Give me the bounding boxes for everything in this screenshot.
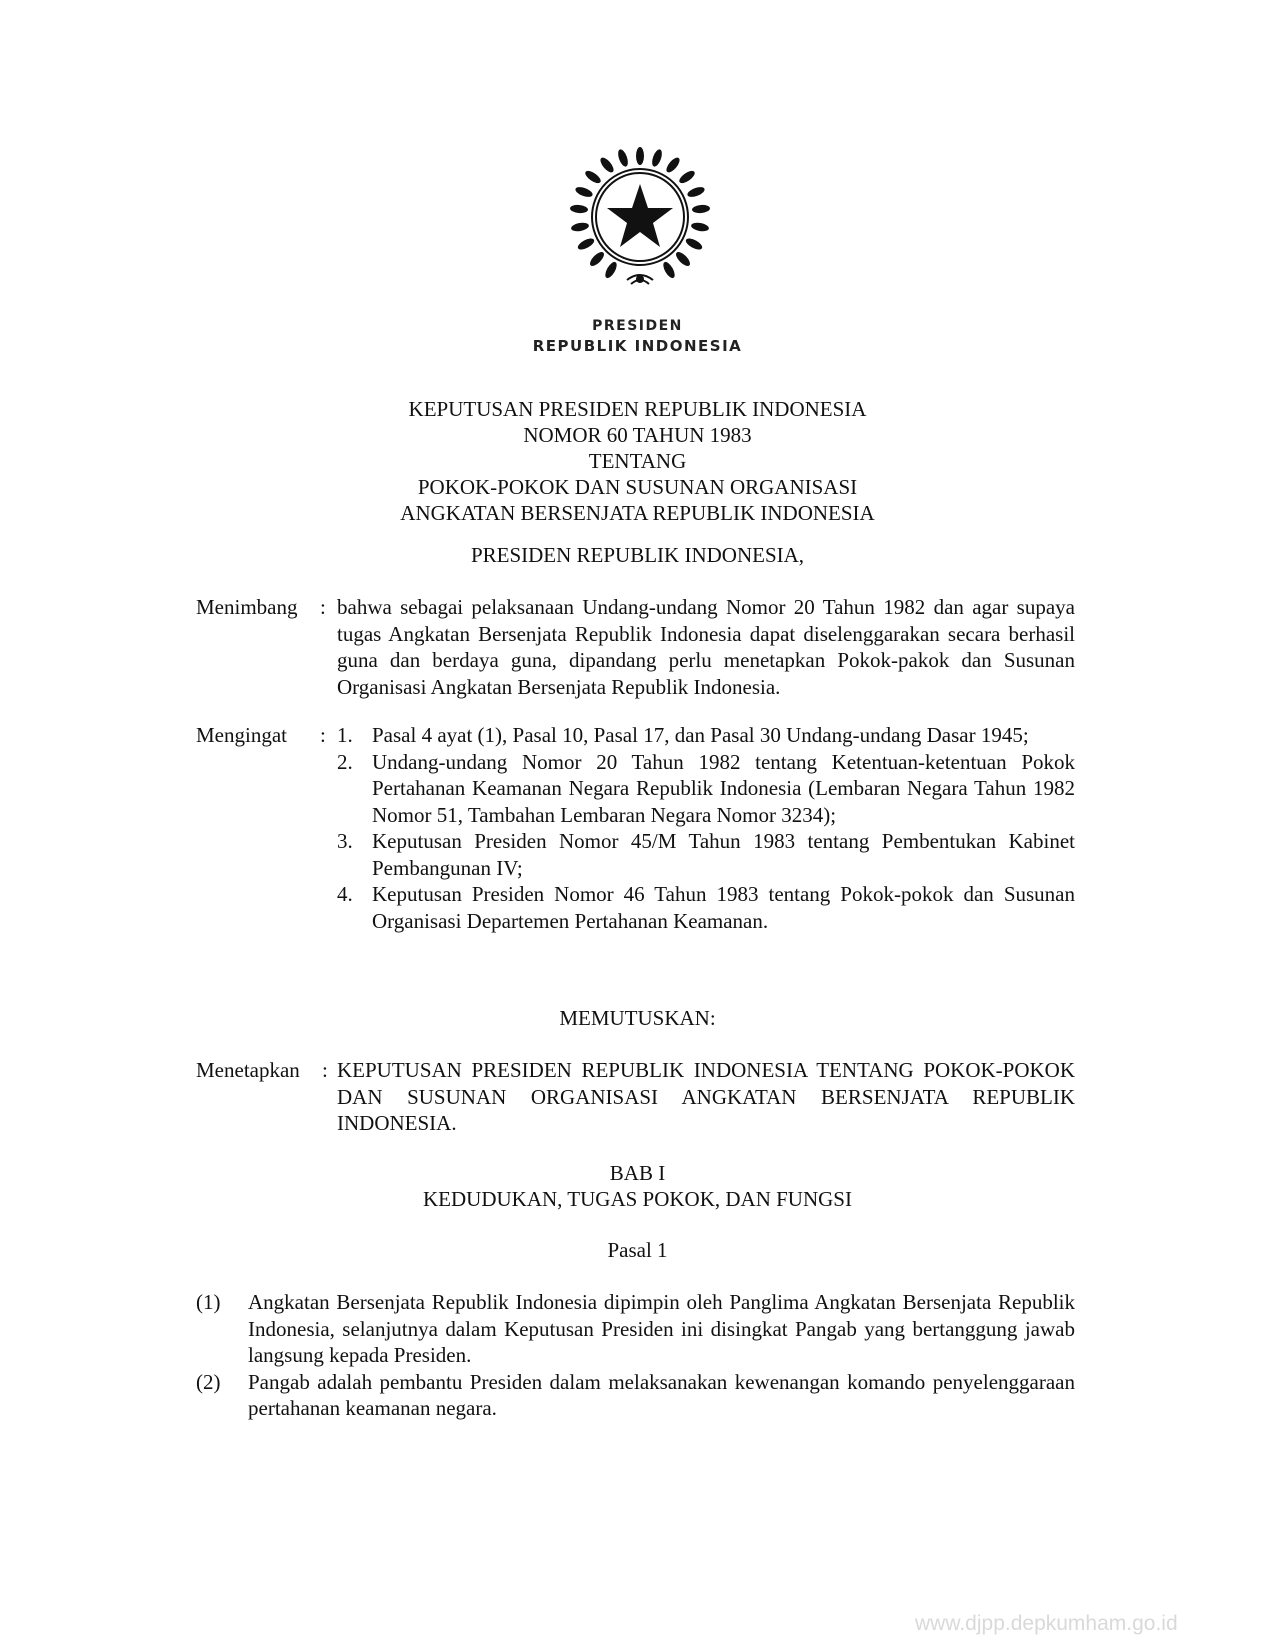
emblem-caption-president: PRESIDEN [592, 318, 683, 334]
issuer-line: PRESIDEN REPUBLIK INDONESIA, [470, 543, 805, 567]
mengingat-item-text: Keputusan Presiden Nomor 46 Tahun 1983 tentang Pokok-pokok dan Susunan Organisasi Departemen Pertahanan Keamanan. [372, 882, 1075, 933]
article-clause [196, 1289, 1075, 1369]
menetapkan-label: Menetapkan [196, 1058, 300, 1082]
mengingat-colon: : [320, 723, 326, 747]
article-clause-text: Pangab adalah pembantu Presiden dalam melaksanakan kewenangan komando penyelenggaraan pertahanan keamanan negara. [248, 1369, 1075, 1420]
mengingat-item-text: Undang-undang Nomor 20 Tahun 1982 tentang Ketentuan-ketentuan Pokok Pertahanan Keamanan Negara Republik Indonesia (Lembaran Negara Tahun 1982 Nomor 51, Tambahan Lembaran Negara Nomor 3234); [372, 749, 1075, 827]
mengingat-list [337, 722, 1075, 934]
chapter-heading [0, 1160, 1275, 1212]
title-line-about: TENTANG [588, 449, 687, 473]
mengingat-label: Mengingat [196, 723, 287, 747]
chapter-title: KEDUDUKAN, TUGAS POKOK, DAN FUNGSI [423, 1187, 852, 1211]
menimbang-text: bahwa sebagai pelaksanaan Undang-undang Nomor 20 Tahun 1982 dan agar supaya tugas Angkatan Bersenjata Republik Indonesia dapat diselenggarakan secara berhasil guna dan berdaya guna, dipandang perlu menetapkan Pokok-pakok dan Susunan Organisasi Angkatan Bersenjata Republik Indonesia. [337, 595, 1075, 699]
mengingat-item [337, 881, 1075, 934]
title-line-number: NOMOR 60 TAHUN 1983 [523, 423, 752, 447]
article-clause-text: Angkatan Bersenjata Republik Indonesia dipimpin oleh Panglima Angkatan Bersenjata Republik Indonesia, selanjutnya dalam Keputusan Presiden ini disingkat Pangab yang bertanggung jawab langsung kepada Presiden. [248, 1290, 1075, 1367]
article-clause-number: (2) [196, 1369, 221, 1394]
mengingat-item-number: 2. [337, 749, 353, 774]
source-watermark: www.djpp.depkumham.go.id [915, 1612, 1178, 1635]
article-clause [196, 1369, 1075, 1422]
menimbang-colon: : [320, 595, 326, 619]
article-clause-number: (1) [196, 1290, 221, 1314]
mengingat-item-number: 1. [337, 723, 353, 747]
title-line-subject-2: ANGKATAN BERSENJATA REPUBLIK INDONESIA [400, 501, 875, 525]
mengingat-item-text: Keputusan Presiden Nomor 45/M Tahun 1983 tentang Pembentukan Kabinet Pembangunan IV; [372, 829, 1075, 880]
menimbang-label: Menimbang [196, 595, 298, 619]
decree-title [0, 396, 1275, 526]
menetapkan-colon: : [322, 1058, 328, 1082]
mengingat-item-number: 3. [337, 829, 353, 853]
menetapkan-text: KEPUTUSAN PRESIDEN REPUBLIK INDONESIA TENTANG POKOK-POKOK DAN SUSUNAN ORGANISASI ANGKATAN BERSENJATA REPUBLIK INDONESIA. [337, 1058, 1075, 1135]
mengingat-item [337, 828, 1075, 881]
mengingat-item [337, 749, 1075, 829]
mengingat-item [337, 722, 1075, 749]
mengingat-item-number: 4. [337, 882, 353, 906]
garuda-star-emblem-icon [565, 142, 715, 292]
chapter-number: BAB I [609, 1161, 666, 1185]
title-line-decree: KEPUTUSAN PRESIDEN REPUBLIK INDONESIA [408, 397, 867, 421]
emblem-caption-republic: REPUBLIK INDONESIA [532, 337, 743, 355]
article-title: Pasal 1 [607, 1238, 668, 1262]
article-clauses [196, 1289, 1075, 1422]
memutuskan-heading: MEMUTUSKAN: [559, 1006, 716, 1030]
mengingat-item-text: Pasal 4 ayat (1), Pasal 10, Pasal 17, dan Pasal 30 Undang-undang Dasar 1945; [372, 723, 1029, 747]
title-line-subject-1: POKOK-POKOK DAN SUSUNAN ORGANISASI [417, 475, 858, 499]
